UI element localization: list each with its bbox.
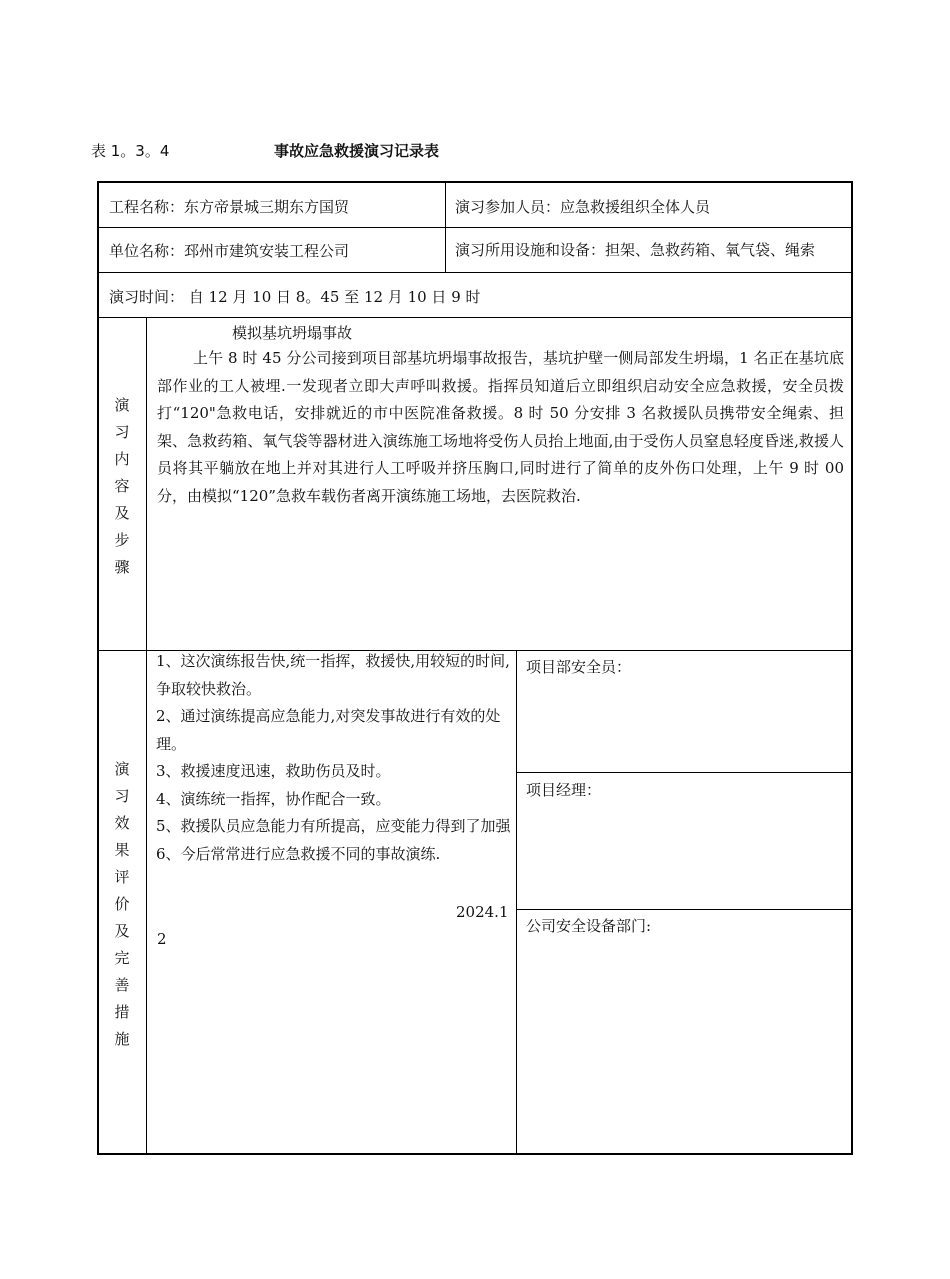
- column-divider: [516, 650, 517, 1153]
- content-title: 模拟基坑坍塌事故: [232, 324, 353, 342]
- company-safety-dept-label: 公司安全设备部门:: [526, 917, 652, 935]
- evaluation-list: [156, 648, 512, 868]
- equipment-cell: [455, 227, 849, 272]
- list-item: 4、演练统一指挥，协作配合一致。: [156, 789, 391, 808]
- date-part-1: 2024.1: [456, 903, 509, 921]
- equipment: 演习所用设施和设备：担架、急救药箱、氧气袋、绳索: [455, 241, 816, 259]
- row-divider: [99, 317, 851, 318]
- page-title: 事故应急救援演习记录表: [274, 142, 440, 160]
- row-divider: [516, 772, 851, 773]
- list-item: 2、通过演练提高应急能力,对突发事故进行有效的处理。: [156, 707, 501, 753]
- row-divider: [99, 272, 851, 273]
- safety-officer-label: 项目部安全员：: [526, 658, 632, 676]
- row-divider: [516, 909, 851, 910]
- column-divider: [146, 317, 147, 1153]
- participants: 演习参加人员：应急救援组织全体人员: [455, 198, 711, 216]
- unit-name: 单位名称：邳州市建筑安装工程公司: [109, 242, 350, 260]
- content-label: 演 习 内 容 及 步 骤: [114, 396, 130, 576]
- evaluation-label: 演 习 效 果 评 价 及 完 善 措 施: [114, 760, 130, 1048]
- list-item: 3、救援速度迅速，救助伤员及时。: [156, 762, 391, 780]
- drill-record-form: [97, 181, 853, 1155]
- drill-time: 演习时间： 自 12 月 10 日 8。45 至 12 月 10 日 9 时: [109, 288, 481, 306]
- project-manager-label: 项目经理：: [526, 781, 602, 799]
- list-item: 6、今后常常进行应急救援不同的事故演练.: [156, 844, 441, 863]
- table-number: 表 1。3。4: [91, 142, 170, 160]
- column-divider: [445, 183, 446, 272]
- page-header: [91, 140, 851, 164]
- list-item: 1、这次演练报告快,统一指挥，救援快,用较短的时间,争取较快救治。: [156, 652, 510, 698]
- project-name: 工程名称：东方帝景城三期东方国贸: [109, 198, 350, 216]
- content-body: 上午 8 时 45 分公司接到项目部基坑坍塌事故报告，基坑护壁一侧局部发生坍塌，1 名正在基坑底部作业的工人被埋.一发现者立即大声呼叫救援。指挥员知道后立即组织启动安全应急救援，安全员拨打“120"急救电话，安排就近的市中医院准备救援。8 时 50 分安排 3 名救援队员携带安全绳索、担架、急救药箱、氧气袋等器材进入演练施工场地将受伤人员抬上地面,由于受伤人员窒息轻度昏迷,救援人员将其平躺放在地上并对其进行人工呼吸并挤压胸口,同时进行了简单的皮外伤口处理，上午 9 时 00 分，由模拟“120”急救车载伤者离开演练施工场地，去医院救治.: [157, 349, 844, 505]
- list-item: 5、救援队员应急能力有所提高，应变能力得到了加强: [156, 817, 511, 835]
- date-part-2: 2: [157, 930, 167, 948]
